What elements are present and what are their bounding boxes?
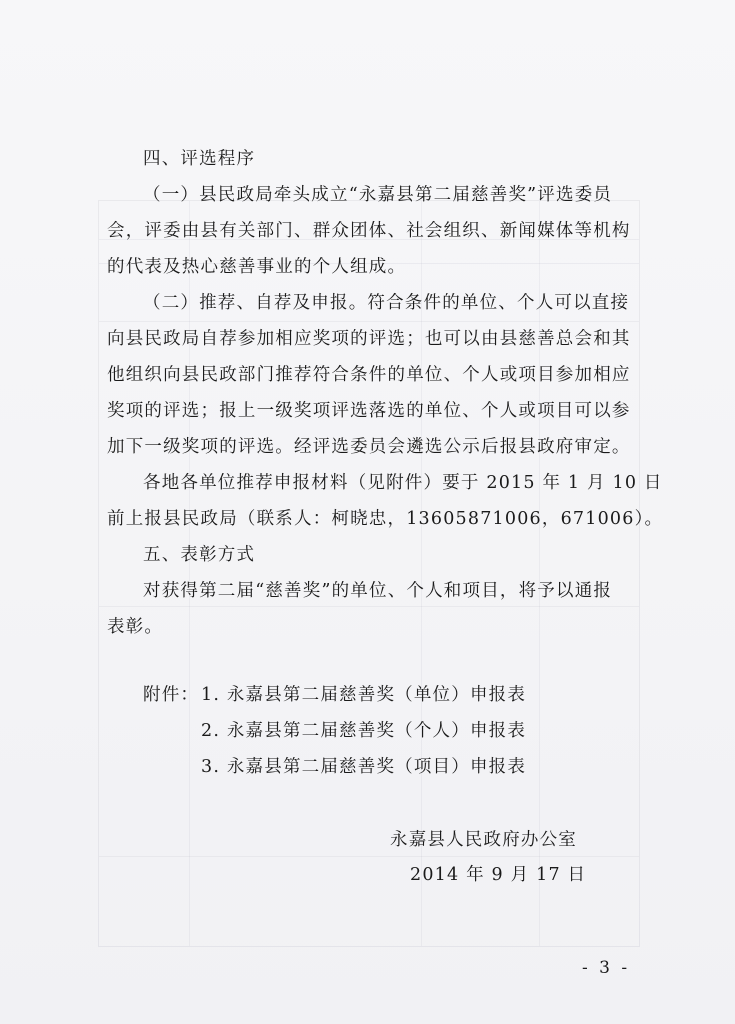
paragraph-line: 的代表及热心慈善事业的个人组成。 — [107, 257, 407, 277]
issuing-office: 永嘉县人民政府办公室 — [390, 830, 577, 850]
paragraph-line: 向县民政局自荐参加相应奖项的评选；也可以由县慈善总会和其 — [107, 329, 631, 349]
paragraph-line: 各地各单位推荐申报材料（见附件）要于 2015 年 1 月 10 日 — [143, 473, 663, 493]
paragraph-line: 对获得第二届“慈善奖”的单位、个人和项目，将予以通报 — [143, 581, 613, 601]
paragraph-line: （二）推荐、自荐及申报。符合条件的单位、个人可以直接 — [143, 293, 630, 313]
section-4-heading: 四、评选程序 — [143, 149, 256, 169]
issue-date: 2014 年 9 月 17 日 — [410, 865, 587, 885]
paragraph-line: 加下一级奖项的评选。经评选委员会遴选公示后报县政府审定。 — [107, 437, 631, 457]
paragraph-line: 表彰。 — [107, 617, 164, 637]
paragraph-line: 他组织向县民政部门推荐符合条件的单位、个人或项目参加相应 — [107, 365, 631, 385]
paragraph-line: （一）县民政局牵头成立“永嘉县第二届慈善奖”评选委员 — [143, 185, 613, 205]
attachment-item: 3. 永嘉县第二届慈善奖（项目）申报表 — [201, 757, 527, 777]
paragraph-line: 会，评委由县有关部门、群众团体、社会组织、新闻媒体等机构 — [107, 221, 631, 241]
attachment-item: 1. 永嘉县第二届慈善奖（单位）申报表 — [201, 685, 527, 705]
page-number: - 3 - — [582, 958, 631, 978]
section-5-heading: 五、表彰方式 — [143, 545, 256, 565]
paragraph-line: 前上报县民政局（联系人：柯晓忠，13605871006，671006）。 — [107, 509, 664, 529]
attachments-label: 附件： — [143, 685, 200, 705]
bleed-through-title — [150, 108, 161, 138]
attachment-item: 2. 永嘉县第二届慈善奖（个人）申报表 — [201, 721, 527, 741]
paragraph-line: 奖项的评选；报上一级奖项评选落选的单位、个人或项目可以参 — [107, 401, 631, 421]
